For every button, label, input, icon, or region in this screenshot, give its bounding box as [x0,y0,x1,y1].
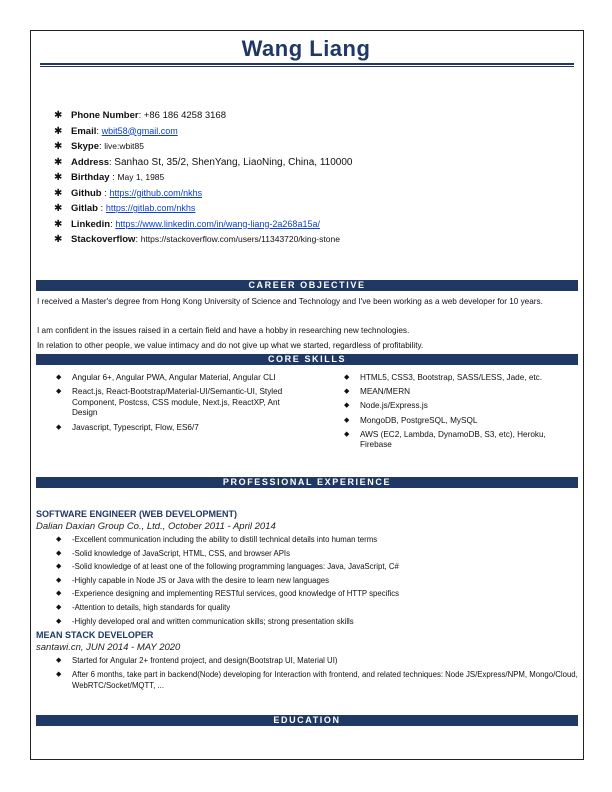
objective-paragraph-2: I am confident in the issues raised in a certain field and have a hobby in researching new technologies. [37,326,410,335]
bullet-icon: ✱ [54,141,63,152]
contact-value: Sanhao St, 35/2, ShenYang, LiaoNing, China, 110000 [114,156,353,168]
duty-text: -Highly developed oral and written communication skills; strong presentation skills [72,616,354,626]
bullet-icon: ◆ [56,590,62,598]
contact-separator: : [135,234,141,245]
bullet-icon: ✱ [54,156,63,168]
bullet-icon: ◆ [56,670,62,678]
bullet-icon: ◆ [344,416,350,424]
bullet-icon: ✱ [54,234,63,245]
duty-item [54,574,579,588]
job-duties [54,655,579,694]
duty-item [54,655,579,666]
contact-label: Birthday [71,172,110,183]
skill-item [342,416,574,427]
bullet-icon: ◆ [344,402,350,410]
contact-address [54,155,574,171]
skill-item [54,387,304,419]
contact-label: Gitlab [71,203,98,214]
contact-gitlab [54,201,574,217]
contact-value: May 1, 1985 [117,172,165,182]
name-divider [40,63,574,67]
duty-text: Started for Angular 2+ frontend project, and design(Bootstrap UI, Material UI) [72,656,338,665]
section-header-education: EDUCATION [36,715,578,726]
contact-birthday [54,170,574,186]
contact-separator: : [96,125,102,137]
skill-item [54,423,304,434]
linkedin-link[interactable]: https://www.linkedin.com/in/wang-liang-2a268a15a/ [115,218,320,229]
section-header-skills: CORE SKILLS [36,354,578,365]
github-link[interactable]: https://github.com/nkhs [109,187,203,198]
duty-text: -Experience designing and implementing RESTful services, good knowledge of HTTP specifics [72,589,400,599]
bullet-icon: ✱ [54,218,63,230]
contact-list [54,108,574,248]
contact-label: Phone Number [71,110,139,121]
candidate-name: Wang Liang [241,36,371,61]
bullet-icon: ◆ [56,536,62,543]
skills-column-left [54,373,304,437]
contact-label: Address [71,156,110,168]
contact-value: live:wbit85 [104,141,144,151]
skill-item [342,373,574,384]
contact-label: Skype [71,141,99,152]
bullet-icon: ◆ [56,423,62,431]
job-duties [54,533,579,628]
skill-text: MongoDB, PostgreSQL, MySQL [360,415,478,425]
email-link[interactable]: wbit58@gmail.com [101,125,178,136]
duty-text: -Solid knowledge of JavaScript, HTML, CSS, and browser APIs [72,548,290,558]
job-company: santawi.cn, JUN 2014 - MAY 2020 [36,642,181,653]
contact-stackoverflow [54,232,574,248]
skill-text: Javascript, Typescript, Flow, ES6/7 [72,422,199,432]
objective-paragraph-1: I received a Master's degree from Hong Kong University of Science and Technology and I've been working as a web developer for 10 years. [37,297,543,306]
bullet-icon: ◆ [56,657,62,664]
skill-item [54,373,304,384]
contact-phone [54,108,574,124]
contact-separator: : [99,141,105,152]
skill-text: React.js, React-Bootstrap/Material-UI/Semantic-UI, Styled Component, Postcss, CSS module, Next.js, ReactXP, Ant Design [72,387,283,418]
duty-item [54,601,579,615]
bullet-icon: ◆ [56,549,62,557]
contact-separator: : [97,203,106,214]
contact-separator: : [110,218,116,230]
contact-label: Email [71,125,97,137]
section-header-career: CAREER OBJECTIVE [36,280,578,291]
job-title: MEAN STACK DEVELOPER [36,630,154,640]
skill-text: MEAN/MERN [360,387,411,397]
duty-item [54,560,579,574]
bullet-icon: ◆ [56,576,62,584]
bullet-icon: ✱ [54,187,63,199]
bullet-icon: ◆ [344,388,350,396]
contact-github [54,186,574,202]
bullet-icon: ◆ [56,617,62,625]
stackoverflow-url: https://stackoverflow.com/users/11343720/king-stone [140,234,340,244]
contact-separator: : [109,172,118,183]
contact-separator: : [138,110,144,121]
duty-item [54,615,579,629]
bullet-icon: ✱ [54,172,63,183]
contact-email [54,124,574,140]
objective-paragraph-3: In relation to other people, we value intimacy and do not give up what we started, regardless of profitability. [37,341,424,350]
bullet-icon: ◆ [56,563,62,571]
duty-item [54,547,579,561]
section-header-experience: PROFESSIONAL EXPERIENCE [36,477,578,488]
job-title: SOFTWARE ENGINEER (WEB DEVELOPMENT) [36,509,238,519]
duty-item [54,587,579,601]
duty-item [54,669,579,691]
contact-label: Linkedin [71,218,111,230]
skill-text: HTML5, CSS3, Bootstrap, SASS/LESS, Jade, etc. [360,373,543,382]
skill-item [342,430,574,451]
bullet-icon: ✱ [54,110,63,121]
contact-separator: : [109,156,115,168]
duty-text: -Solid knowledge of at least one of the following programming languages: Java, JavaScript, C# [72,562,399,572]
bullet-icon: ◆ [56,388,62,396]
job-company: Dalian Daxian Group Co., Ltd., October 2011 - April 2014 [36,521,276,532]
bullet-icon: ◆ [344,430,350,438]
skill-text: Angular 6+, Angular PWA, Angular Material, Angular CLI [72,373,276,382]
skills-column-right [342,373,574,455]
contact-separator: : [101,187,110,199]
duty-text: -Highly capable in Node JS or Java with the desire to learn new languages [72,575,330,585]
duty-text: -Excellent communication including the ability to distill technical details into human terms [72,535,378,544]
bullet-icon: ◆ [56,603,62,611]
skill-text: Node.js/Express.js [360,401,428,411]
contact-label: Github [71,187,102,199]
skill-text: AWS (EC2, Lambda, DynamoDB, S3, etc), Heroku, Firebase [360,429,546,450]
gitlab-link[interactable]: https://gitlab.com/nkhs [105,203,196,213]
bullet-icon: ✱ [54,203,63,214]
contact-skype [54,139,574,155]
duty-text: After 6 months, take part in backend(Node) developing for Interaction with frontend, and related techniques: Node JS/Express/NPM, Mongo/Cloud, WebRTC/Socket/MQTT, ... [72,669,578,690]
contact-value: +86 186 4258 3168 [143,110,226,121]
skill-item [342,387,574,398]
contact-label: Stackoverflow [71,234,136,245]
duty-text: -Attention to details, high standards for quality [72,602,231,612]
bullet-icon: ✱ [54,125,63,137]
skill-item [342,401,574,412]
bullet-icon: ◆ [344,374,350,381]
duty-item [54,533,579,547]
bullet-icon: ◆ [56,374,62,381]
contact-linkedin [54,217,574,233]
